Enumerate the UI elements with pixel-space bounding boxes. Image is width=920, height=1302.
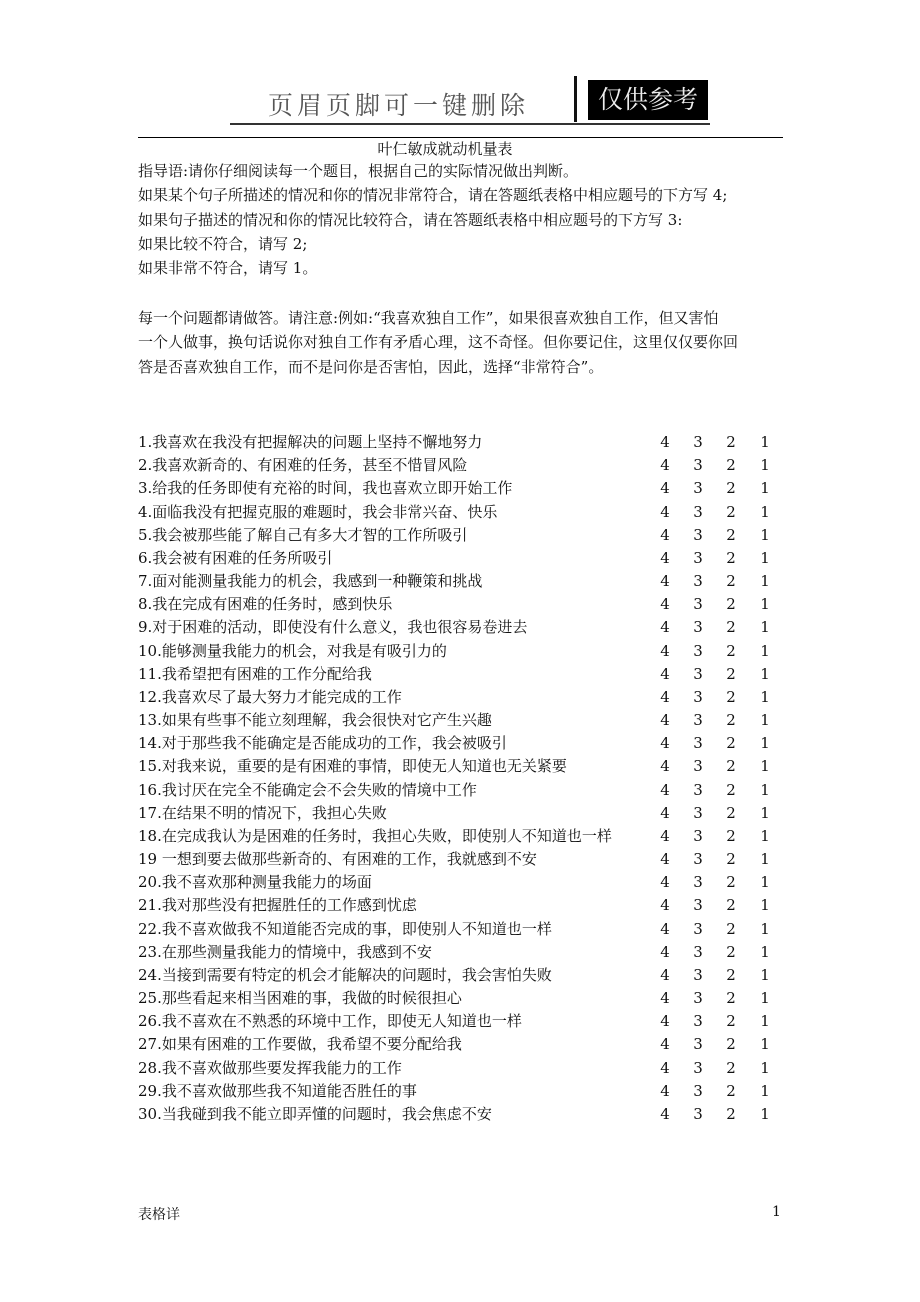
rating-option-1: 1 xyxy=(760,525,770,544)
rating-option-1: 1 xyxy=(760,919,770,938)
rating-option-3: 3 xyxy=(693,965,703,984)
rating-option-2: 2 xyxy=(726,572,736,591)
rating-option-4: 4 xyxy=(660,1081,670,1100)
rating-option-1: 1 xyxy=(760,664,770,683)
rating-option-4: 4 xyxy=(660,1012,670,1031)
rating-option-2: 2 xyxy=(726,711,736,730)
rating-option-2: 2 xyxy=(726,1058,736,1077)
rating-option-4: 4 xyxy=(660,479,670,498)
item-row xyxy=(138,848,788,871)
rating-option-2: 2 xyxy=(726,548,736,567)
item-row xyxy=(138,802,788,825)
rating-option-4: 4 xyxy=(660,1035,670,1054)
instruction-line: 如果句子描述的情况和你的情况比较符合，请在答题纸表格中相应题号的下方写 3: xyxy=(138,210,683,229)
instruction-line: 如果某个句子所描述的情况和你的情况非常符合，请在答题纸表格中相应题号的下方写 4; xyxy=(138,186,728,205)
rating-option-2: 2 xyxy=(726,965,736,984)
instruction-line: 如果非常不符合，请写 1。 xyxy=(138,259,318,278)
item-text: 20.我不喜欢那种测量我能力的场面 xyxy=(138,873,372,892)
rating-option-4: 4 xyxy=(660,595,670,614)
rating-option-4: 4 xyxy=(660,989,670,1008)
rating-option-4: 4 xyxy=(660,965,670,984)
item-row xyxy=(138,779,788,802)
rating-option-3: 3 xyxy=(693,479,703,498)
item-text: 25.那些看起来相当困难的事，我做的时候很担心 xyxy=(138,989,462,1008)
rating-option-2: 2 xyxy=(726,1012,736,1031)
item-text: 10.能够测量我能力的机会，对我是有吸引力的 xyxy=(138,641,447,660)
item-text: 4.面临我没有把握克服的难题时，我会非常兴奋、快乐 xyxy=(138,502,498,521)
rating-option-2: 2 xyxy=(726,734,736,753)
header-underline xyxy=(230,123,710,125)
rating-option-2: 2 xyxy=(726,1035,736,1054)
rating-option-1: 1 xyxy=(760,850,770,869)
reference-only-badge: 仅供参考 xyxy=(588,80,708,120)
item-row xyxy=(138,547,788,570)
rating-option-4: 4 xyxy=(660,456,670,475)
rating-option-1: 1 xyxy=(760,502,770,521)
rating-option-2: 2 xyxy=(726,479,736,498)
rating-option-2: 2 xyxy=(726,989,736,1008)
item-text: 17.在结果不明的情况下，我担心失败 xyxy=(138,803,387,822)
rating-option-2: 2 xyxy=(726,850,736,869)
item-text: 28.我不喜欢做那些要发挥我能力的工作 xyxy=(138,1058,402,1077)
rating-option-1: 1 xyxy=(760,1035,770,1054)
rating-option-3: 3 xyxy=(693,803,703,822)
rating-option-4: 4 xyxy=(660,641,670,660)
rating-option-1: 1 xyxy=(760,1104,770,1123)
item-text: 23.在那些测量我能力的情境中，我感到不安 xyxy=(138,942,432,961)
item-row xyxy=(138,1057,788,1080)
item-text: 27.如果有困难的工作要做，我希望不要分配给我 xyxy=(138,1035,462,1054)
note-line: 答是否喜欢独自工作，而不是问你是否害怕，因此，选择“非常符合”。 xyxy=(138,357,604,376)
rating-option-3: 3 xyxy=(693,919,703,938)
item-row xyxy=(138,871,788,894)
rating-option-1: 1 xyxy=(760,1012,770,1031)
item-row xyxy=(138,431,788,454)
rating-option-3: 3 xyxy=(693,687,703,706)
item-text: 1.我喜欢在我没有把握解决的问题上坚持不懈地努力 xyxy=(138,433,483,451)
item-text: 9.对于困难的活动，即使没有什么意义，我也很容易卷进去 xyxy=(138,618,528,637)
rating-option-4: 4 xyxy=(660,803,670,822)
rating-option-4: 4 xyxy=(660,1104,670,1123)
rating-option-1: 1 xyxy=(760,618,770,637)
item-text: 30.当我碰到我不能立即弄懂的问题时，我会焦虑不安 xyxy=(138,1104,492,1123)
rating-option-3: 3 xyxy=(693,641,703,660)
rating-option-2: 2 xyxy=(726,1081,736,1100)
rating-option-4: 4 xyxy=(660,873,670,892)
rating-option-3: 3 xyxy=(693,502,703,521)
rating-option-3: 3 xyxy=(693,780,703,799)
rating-option-2: 2 xyxy=(726,780,736,799)
rating-option-4: 4 xyxy=(660,618,670,637)
rating-option-3: 3 xyxy=(693,1012,703,1031)
rating-option-2: 2 xyxy=(726,664,736,683)
rating-option-4: 4 xyxy=(660,525,670,544)
rating-option-3: 3 xyxy=(693,711,703,730)
rating-option-3: 3 xyxy=(693,942,703,961)
item-row xyxy=(138,987,788,1010)
rating-option-4: 4 xyxy=(660,919,670,938)
rating-option-4: 4 xyxy=(660,896,670,915)
rating-option-1: 1 xyxy=(760,572,770,591)
item-text: 2.我喜欢新奇的、有困难的任务，甚至不惜冒风险 xyxy=(138,456,468,475)
document-title: 叶仁敏成就动机量表 xyxy=(377,140,513,158)
item-row xyxy=(138,894,788,917)
rating-option-2: 2 xyxy=(726,687,736,706)
item-row xyxy=(138,964,788,987)
item-row xyxy=(138,1033,788,1056)
rating-option-3: 3 xyxy=(693,572,703,591)
rating-option-3: 3 xyxy=(693,1104,703,1123)
item-row xyxy=(138,1080,788,1103)
item-text: 18.在完成我认为是困难的任务时，我担心失败，即使别人不知道也一样 xyxy=(138,826,612,845)
rating-option-3: 3 xyxy=(693,1035,703,1054)
item-row xyxy=(138,454,788,477)
item-text: 11.我希望把有困难的工作分配给我 xyxy=(138,664,372,683)
rating-option-2: 2 xyxy=(726,456,736,475)
rating-option-1: 1 xyxy=(760,456,770,475)
item-text: 15.对我来说，重要的是有困难的事情，即使无人知道也无关紧要 xyxy=(138,757,567,776)
rating-option-4: 4 xyxy=(660,433,670,451)
note-line: 一个人做事，换句话说你对独自工作有矛盾心理，这不奇怪。但你要记住，这里仅仅要你回 xyxy=(138,333,739,352)
rating-option-3: 3 xyxy=(693,433,703,451)
item-row xyxy=(138,477,788,500)
item-text: 7.面对能测量我能力的机会，我感到一种鞭策和挑战 xyxy=(138,572,483,591)
rating-option-3: 3 xyxy=(693,826,703,845)
rating-option-4: 4 xyxy=(660,687,670,706)
rating-option-1: 1 xyxy=(760,873,770,892)
item-row xyxy=(138,640,788,663)
rating-option-2: 2 xyxy=(726,942,736,961)
rating-option-1: 1 xyxy=(760,757,770,776)
item-row xyxy=(138,1010,788,1033)
item-row xyxy=(138,663,788,686)
rating-option-3: 3 xyxy=(693,734,703,753)
rating-option-3: 3 xyxy=(693,525,703,544)
rating-option-4: 4 xyxy=(660,664,670,683)
item-row xyxy=(138,918,788,941)
rating-option-3: 3 xyxy=(693,595,703,614)
rating-option-3: 3 xyxy=(693,664,703,683)
item-text: 3.给我的任务即使有充裕的时间，我也喜欢立即开始工作 xyxy=(138,479,513,498)
rating-option-4: 4 xyxy=(660,757,670,776)
rating-option-4: 4 xyxy=(660,942,670,961)
item-row xyxy=(138,755,788,778)
rating-option-2: 2 xyxy=(726,502,736,521)
item-text: 12.我喜欢尽了最大努力才能完成的工作 xyxy=(138,687,402,706)
rating-option-1: 1 xyxy=(760,1058,770,1077)
rating-option-1: 1 xyxy=(760,711,770,730)
footer-text: 表格详 xyxy=(138,1207,180,1223)
item-row xyxy=(138,501,788,524)
rating-option-2: 2 xyxy=(726,803,736,822)
rating-option-1: 1 xyxy=(760,965,770,984)
rating-option-3: 3 xyxy=(693,850,703,869)
rating-option-1: 1 xyxy=(760,548,770,567)
item-text: 6.我会被有困难的任务所吸引 xyxy=(138,548,333,567)
note-line: 每一个问题都请做答。请注意:例如:“我喜欢独自工作”，如果很喜欢独自工作，但又害怕 xyxy=(138,309,719,327)
rating-option-1: 1 xyxy=(760,1081,770,1100)
rating-option-1: 1 xyxy=(760,641,770,660)
item-text: 16.我讨厌在完全不能确定会不会失败的情境中工作 xyxy=(138,780,477,799)
rating-option-1: 1 xyxy=(760,687,770,706)
rating-option-3: 3 xyxy=(693,1081,703,1100)
item-row xyxy=(138,616,788,639)
rating-option-1: 1 xyxy=(760,989,770,1008)
header-divider xyxy=(574,76,577,122)
item-row xyxy=(138,709,788,732)
rating-option-3: 3 xyxy=(693,548,703,567)
rating-option-2: 2 xyxy=(726,618,736,637)
rating-option-1: 1 xyxy=(760,479,770,498)
rating-option-4: 4 xyxy=(660,502,670,521)
item-row xyxy=(138,570,788,593)
rating-option-2: 2 xyxy=(726,525,736,544)
rating-option-4: 4 xyxy=(660,780,670,799)
instruction-line: 如果比较不符合，请写 2; xyxy=(138,234,308,253)
rating-option-4: 4 xyxy=(660,572,670,591)
item-row xyxy=(138,593,788,616)
item-text: 14.对于那些我不能确定是否能成功的工作，我会被吸引 xyxy=(138,734,507,753)
rating-option-3: 3 xyxy=(693,757,703,776)
rating-option-2: 2 xyxy=(726,919,736,938)
rating-option-2: 2 xyxy=(726,873,736,892)
rating-option-1: 1 xyxy=(760,433,770,451)
item-row xyxy=(138,1103,788,1126)
rating-option-1: 1 xyxy=(760,942,770,961)
item-row xyxy=(138,524,788,547)
rating-option-1: 1 xyxy=(760,896,770,915)
item-row xyxy=(138,941,788,964)
header-watermark-text: 页眉页脚可一键删除 xyxy=(268,91,530,120)
item-text: 26.我不喜欢在不熟悉的环境中工作，即使无人知道也一样 xyxy=(138,1012,522,1031)
item-row xyxy=(138,686,788,709)
rating-option-3: 3 xyxy=(693,1058,703,1077)
item-row xyxy=(138,732,788,755)
rating-option-1: 1 xyxy=(760,826,770,845)
instruction-line: 指导语:请你仔细阅读每一个题目，根据自己的实际情况做出判断。 xyxy=(138,162,579,180)
rating-option-3: 3 xyxy=(693,896,703,915)
item-row xyxy=(138,825,788,848)
rating-option-3: 3 xyxy=(693,873,703,892)
rating-option-1: 1 xyxy=(760,734,770,753)
page-number: 1 xyxy=(772,1204,781,1220)
rating-option-4: 4 xyxy=(660,1058,670,1077)
item-text: 21.我对那些没有把握胜任的工作感到忧虑 xyxy=(138,896,417,915)
item-text: 29.我不喜欢做那些我不知道能否胜任的事 xyxy=(138,1081,417,1100)
item-text: 8.我在完成有困难的任务时，感到快乐 xyxy=(138,595,393,614)
rating-option-4: 4 xyxy=(660,548,670,567)
rating-option-2: 2 xyxy=(726,1104,736,1123)
rating-option-4: 4 xyxy=(660,850,670,869)
item-text: 22.我不喜欢做我不知道能否完成的事，即使别人不知道也一样 xyxy=(138,919,552,938)
rating-option-4: 4 xyxy=(660,826,670,845)
rating-option-2: 2 xyxy=(726,896,736,915)
item-text: 24.当接到需要有特定的机会才能解决的问题时，我会害怕失败 xyxy=(138,965,552,984)
rating-option-2: 2 xyxy=(726,826,736,845)
rating-option-1: 1 xyxy=(760,595,770,614)
rating-option-2: 2 xyxy=(726,433,736,451)
rating-option-4: 4 xyxy=(660,734,670,753)
rating-option-2: 2 xyxy=(726,595,736,614)
item-text: 13.如果有些事不能立刻理解，我会很快对它产生兴趣 xyxy=(138,711,492,730)
rating-option-1: 1 xyxy=(760,803,770,822)
rating-option-1: 1 xyxy=(760,780,770,799)
item-text: 19 一想到要去做那些新奇的、有困难的工作，我就感到不安 xyxy=(138,850,537,869)
rating-option-2: 2 xyxy=(726,757,736,776)
rating-option-4: 4 xyxy=(660,711,670,730)
rating-option-3: 3 xyxy=(693,989,703,1008)
rating-option-2: 2 xyxy=(726,641,736,660)
rating-option-3: 3 xyxy=(693,456,703,475)
item-text: 5.我会被那些能了解自己有多大才智的工作所吸引 xyxy=(138,525,468,544)
rating-option-3: 3 xyxy=(693,618,703,637)
